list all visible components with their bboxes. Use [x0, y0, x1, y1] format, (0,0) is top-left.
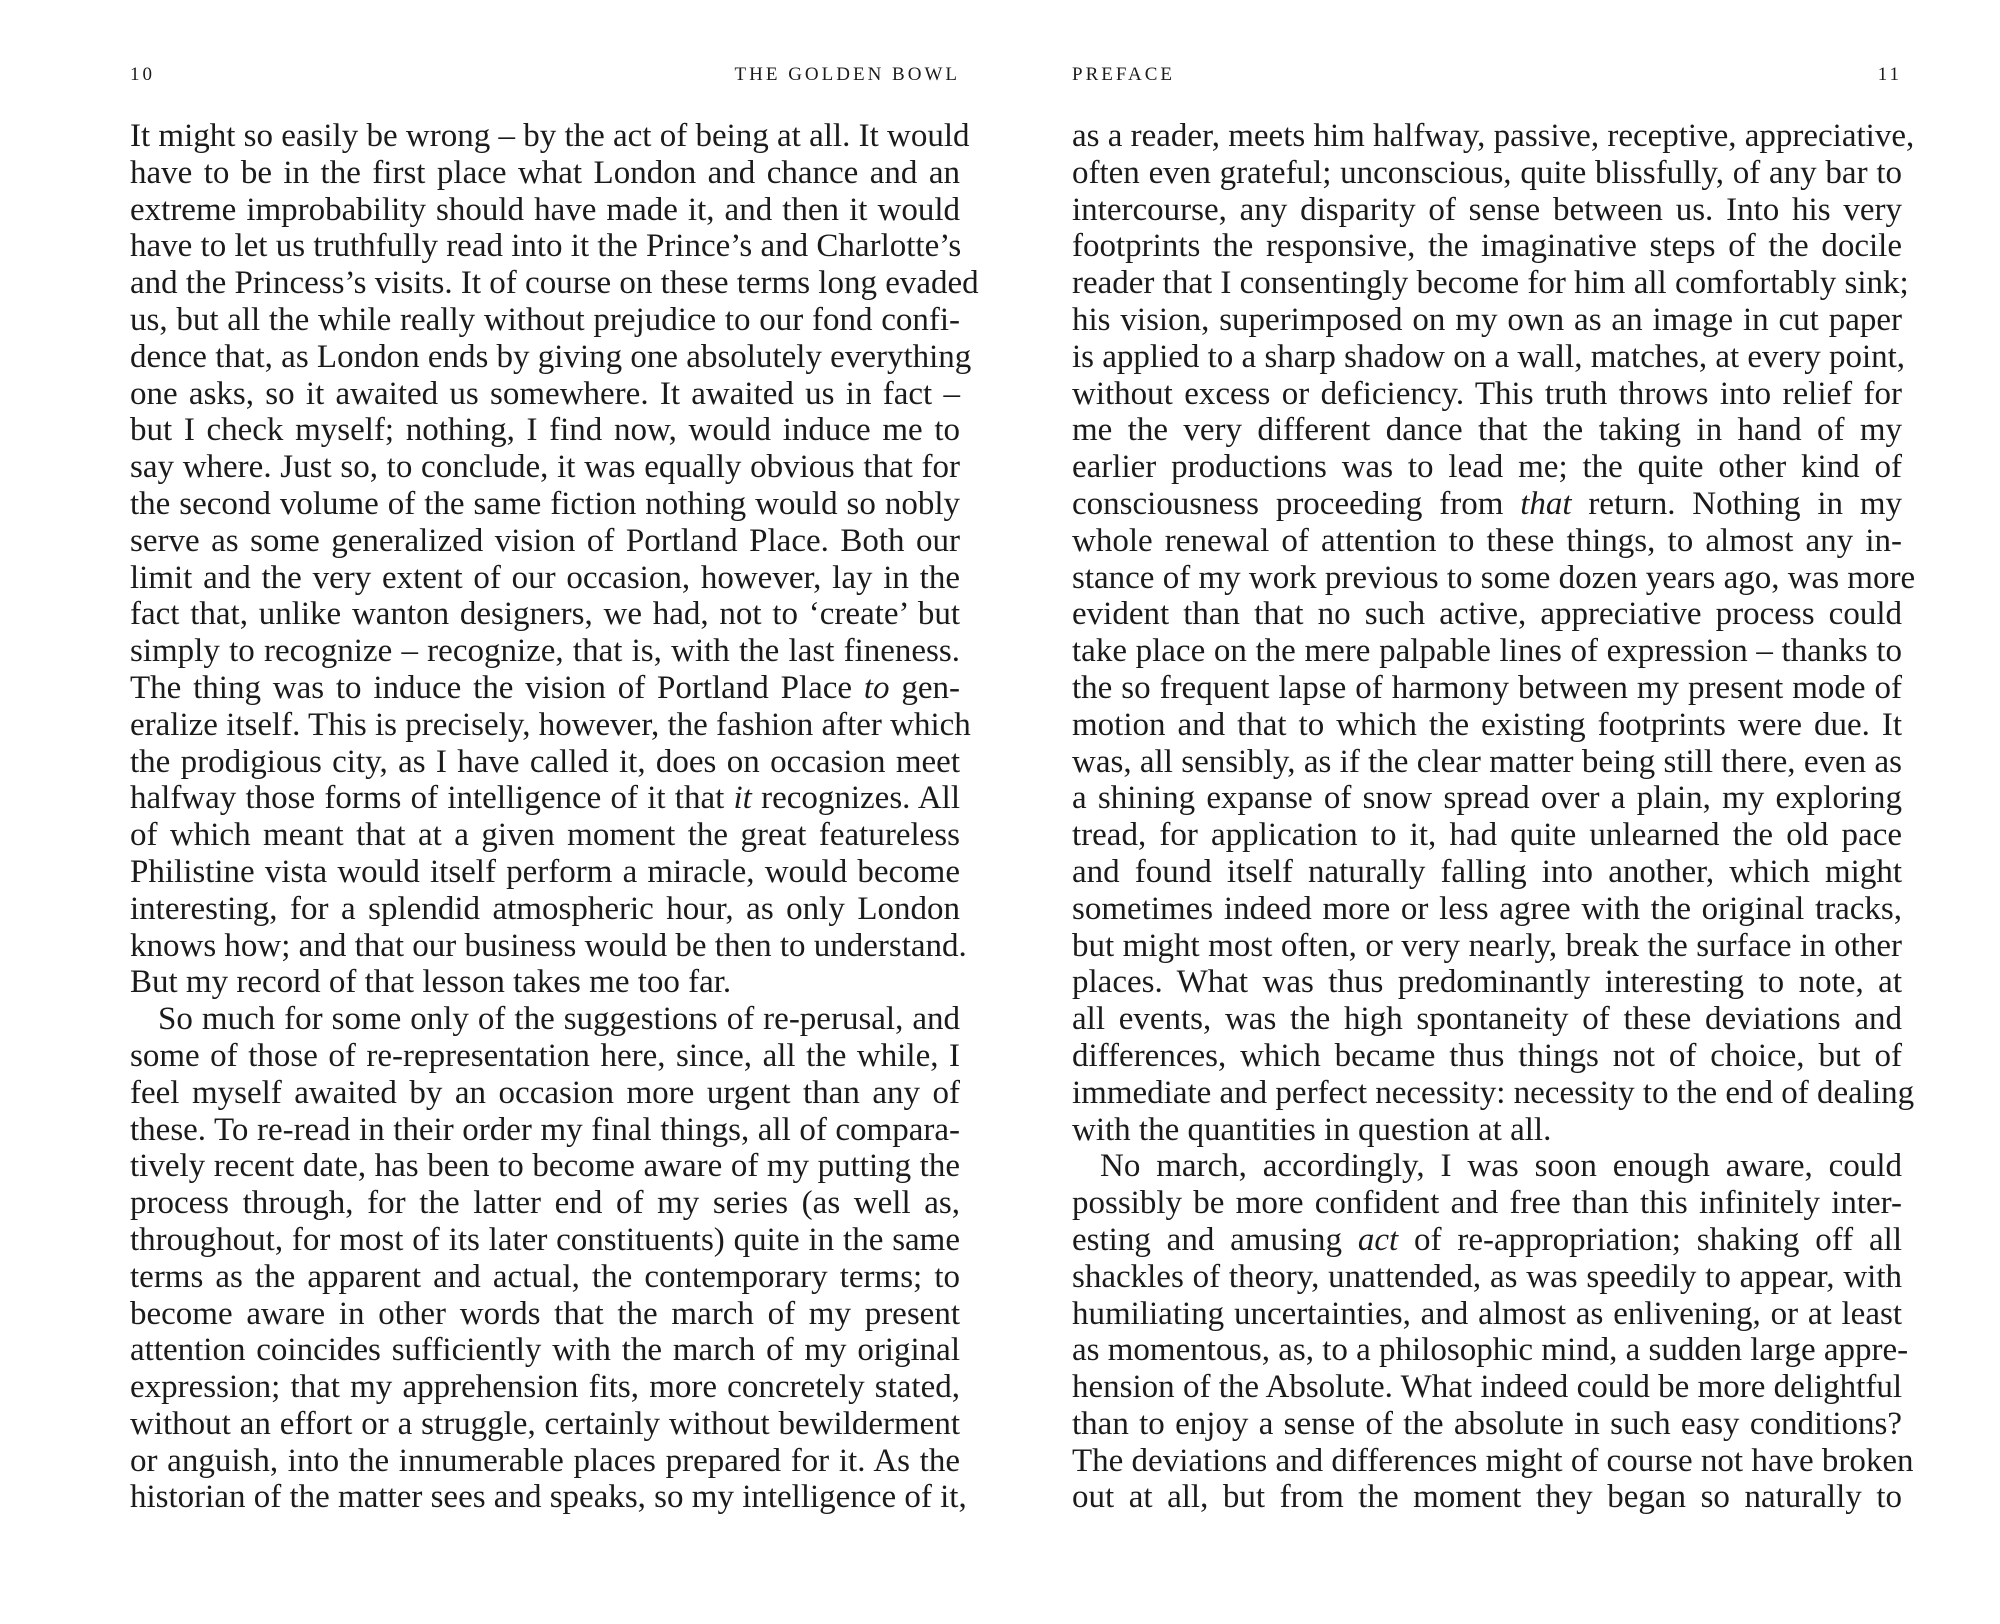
text-line: a shining expanse of snow spread over a plain, my exploring	[1072, 780, 1902, 817]
text-line: It might so easily be wrong – by the act of being at all. It would	[130, 118, 970, 154]
text-line: The deviations and differences might of course not have broken	[1072, 1442, 1914, 1479]
italic-word: act	[1357, 1221, 1399, 1258]
text-line: terms as the apparent and actual, the contemporary terms; to	[130, 1258, 960, 1295]
text-line: the prodigious city, as I have called it, does on occasion meet	[130, 743, 960, 780]
italic-word: to	[863, 669, 890, 706]
text-line: his vision, superimposed on my own as an image in cut paper	[1072, 301, 1902, 338]
text-line: some of those of re-representation here, since, all the while, I	[130, 1037, 960, 1074]
text-line: serve as some generalized vision of Portland Place. Both our	[130, 522, 960, 559]
text-line: all events, was the high spontaneity of these deviations and	[1072, 1001, 1902, 1038]
text-line: take place on the mere palpable lines of expression – thanks to	[1072, 633, 1902, 670]
text-line: as momentous, as, to a philosophic mind, a sudden large appre-	[1072, 1332, 1909, 1369]
text-line: and the Princess’s visits. It of course on these terms long evaded	[130, 265, 979, 302]
line-segment: return. Nothing in my	[1571, 485, 1902, 522]
text-line: the second volume of the same fiction nothing would so nobly	[130, 485, 960, 522]
line-segment: of re-appropriation; shaking off all	[1398, 1221, 1902, 1258]
text-line: limit and the very extent of our occasion, however, lay in the	[130, 559, 960, 596]
text-line: as a reader, meets him halfway, passive, receptive, appreciative,	[1072, 118, 1915, 154]
text-line: No march, accordingly, I was soon enough aware, could	[1100, 1148, 1902, 1185]
text-line: these. To re-read in their order my final things, all of compara-	[130, 1111, 960, 1148]
text-line: but I check myself; nothing, I find now, would induce me to	[130, 412, 960, 449]
italic-word: that	[1520, 485, 1572, 522]
left-running-head	[130, 64, 960, 94]
text-line: expression; that my apprehension fits, more concretely stated,	[130, 1369, 960, 1406]
line-segment: gen-	[889, 669, 960, 706]
line-segment: The thing was to induce the vision of Portland Place	[130, 669, 864, 706]
text-line	[130, 780, 960, 817]
text-line: evident than that no such active, appreciative process could	[1072, 596, 1902, 633]
text-line: dence that, as London ends by giving one absolutely everything	[130, 338, 972, 375]
text-line: knows how; and that our business would be then to understand.	[130, 927, 967, 964]
text-line: possibly be more confident and free than this infinitely inter-	[1072, 1185, 1902, 1222]
right-page-number: 11	[1877, 64, 1902, 85]
left-page	[130, 0, 979, 1624]
text-line: tread, for application to it, had quite unlearned the old pace	[1072, 817, 1902, 854]
text-line: tively recent date, has been to become aware of my putting the	[130, 1148, 960, 1185]
text-line: sometimes indeed more or less agree with the original tracks,	[1072, 890, 1902, 927]
text-line: extreme improbability should have made it, and then it would	[130, 191, 960, 228]
text-line: intercourse, any disparity of sense between us. Into his very	[1072, 191, 1902, 228]
text-line: with the quantities in question at all.	[1072, 1111, 1552, 1148]
text-line: humiliating uncertainties, and almost as enlivening, or at least	[1072, 1295, 1902, 1332]
text-line: than to enjoy a sense of the absolute in such easy conditions?	[1072, 1405, 1902, 1442]
right-running-head	[1072, 64, 1902, 94]
text-line: hension of the Absolute. What indeed could be more delightful	[1072, 1369, 1902, 1406]
right-body-text	[1072, 118, 1916, 1516]
text-line	[1072, 1222, 1902, 1259]
text-line: Philistine vista would itself perform a miracle, would become	[130, 853, 960, 890]
text-line: without excess or deficiency. This truth throws into relief for	[1072, 375, 1902, 412]
text-line: shackles of theory, unattended, as was speedily to appear, with	[1072, 1258, 1902, 1295]
text-line: attention coincides sufficiently with the march of my original	[130, 1332, 960, 1369]
text-line: fact that, unlike wanton designers, we had, not to ‘create’ but	[130, 596, 960, 633]
text-line: simply to recognize – recognize, that is, with the last fineness.	[130, 633, 960, 670]
text-line: is applied to a sharp shadow on a wall, matches, at every point,	[1072, 338, 1906, 375]
text-line: So much for some only of the suggestions of re-perusal, and	[158, 1001, 960, 1038]
text-line: differences, which became thus things not of choice, but of	[1072, 1037, 1902, 1074]
text-line: have to be in the first place what London and chance and an	[130, 154, 960, 191]
text-line: feel myself awaited by an occasion more urgent than any of	[130, 1074, 960, 1111]
text-line: historian of the matter sees and speaks, so my intelligence of it,	[130, 1479, 967, 1516]
left-body-text	[130, 118, 979, 1516]
line-segment: consciousness proceeding from	[1072, 485, 1521, 522]
text-line: interesting, for a splendid atmospheric hour, as only London	[130, 890, 960, 927]
right-running-title: PREFACE	[1072, 64, 1176, 85]
text-line: footprints the responsive, the imaginative steps of the docile	[1072, 228, 1902, 265]
text-line: become aware in other words that the march of my present	[130, 1295, 960, 1332]
text-line: process through, for the latter end of my series (as well as,	[130, 1185, 960, 1222]
text-line: often even grateful; unconscious, quite blissfully, of any bar to	[1072, 154, 1902, 191]
text-line: me the very different dance that the taking in hand of my	[1072, 412, 1902, 449]
text-line: us, but all the while really without prejudice to our fond confi-	[130, 301, 960, 338]
text-line: out at all, but from the moment they began so naturally to	[1072, 1479, 1902, 1516]
left-running-title: THE GOLDEN BOWL	[734, 64, 960, 85]
line-segment: recognizes. All	[751, 780, 960, 817]
italic-word: it	[733, 780, 752, 817]
text-line: without an effort or a struggle, certainly without bewilderment	[130, 1405, 960, 1442]
text-line: But my record of that lesson takes me too far.	[130, 964, 732, 1001]
text-line: reader that I consentingly become for him all comfortably sink;	[1072, 265, 1909, 302]
text-line: was, all sensibly, as if the clear matter being still there, even as	[1072, 743, 1902, 780]
text-line: have to let us truthfully read into it the Prince’s and Charlotte’s	[130, 228, 962, 265]
left-page-number: 10	[130, 64, 155, 85]
text-line: places. What was thus predominantly interesting to note, at	[1072, 964, 1902, 1001]
text-line: stance of my work previous to some dozen years ago, was more	[1072, 559, 1916, 596]
text-line	[130, 670, 960, 707]
line-segment: esting and amusing	[1072, 1221, 1358, 1258]
text-line: or anguish, into the innumerable places prepared for it. As the	[130, 1442, 960, 1479]
text-line: and found itself naturally falling into another, which might	[1072, 853, 1902, 890]
right-page	[1072, 0, 1916, 1624]
text-line: motion and that to which the existing footprints were due. It	[1072, 706, 1902, 743]
line-segment: halfway those forms of intelligence of it that	[130, 780, 734, 817]
text-line	[1072, 486, 1902, 523]
text-line: say where. Just so, to conclude, it was equally obvious that for	[130, 449, 960, 486]
text-line: eralize itself. This is precisely, however, the fashion after which	[130, 706, 971, 743]
text-line: immediate and perfect necessity: necessity to the end of dealing	[1072, 1074, 1915, 1111]
text-line: one asks, so it awaited us somewhere. It awaited us in fact –	[130, 375, 960, 412]
text-line: throughout, for most of its later constituents) quite in the same	[130, 1221, 960, 1258]
text-line: but might most often, or very nearly, break the surface in other	[1072, 927, 1902, 964]
text-line: whole renewal of attention to these things, to almost any in-	[1072, 522, 1902, 559]
text-line: the so frequent lapse of harmony between my present mode of	[1072, 669, 1902, 706]
text-line: of which meant that at a given moment the great featureless	[130, 817, 960, 854]
text-line: earlier productions was to lead me; the quite other kind of	[1072, 449, 1902, 486]
